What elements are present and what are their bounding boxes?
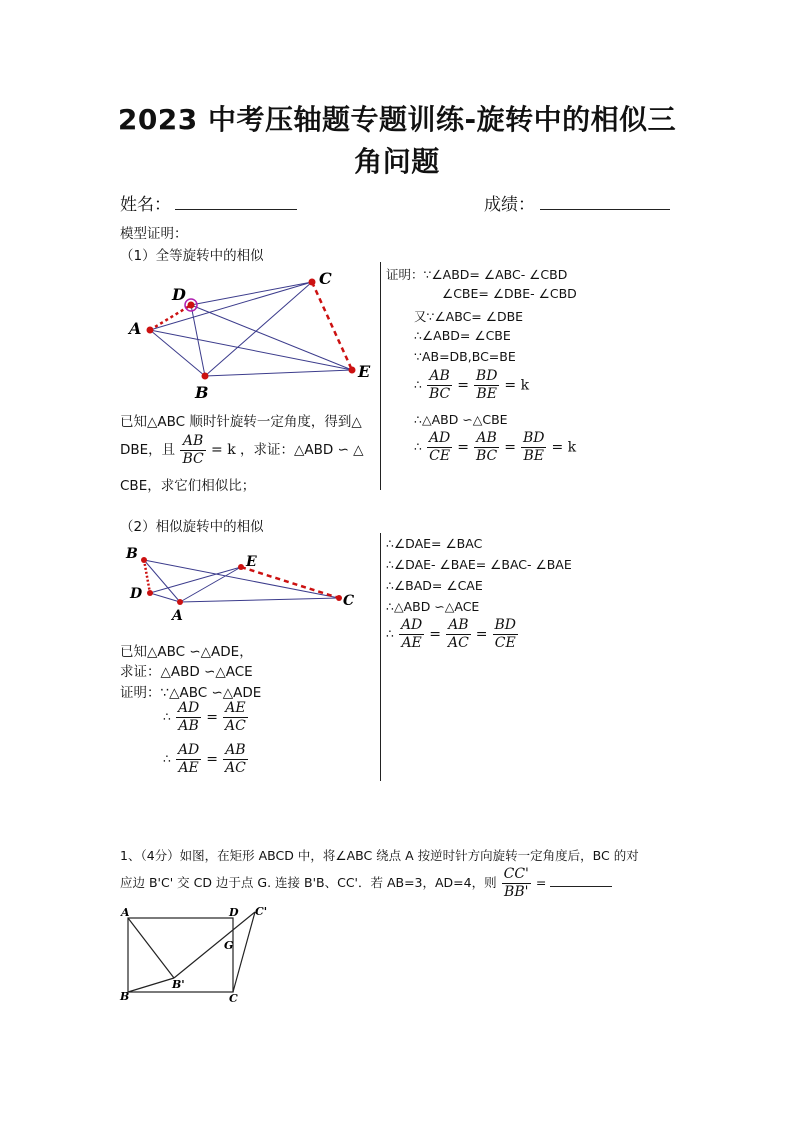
problem1-text: 应边 B'C' 交 CD 边于点 G. 连接 B'B、CC'．若 AB=3，AD=4，则	[120, 875, 497, 890]
name-blank[interactable]	[175, 192, 297, 210]
segment-bprime-cprime	[174, 912, 255, 978]
label-c-prime: C'	[255, 905, 268, 918]
segment-ec-dashed	[241, 567, 339, 598]
label-d: D	[130, 586, 143, 602]
segment-ac	[180, 598, 339, 602]
point-e	[349, 367, 356, 374]
segment-ae	[180, 567, 241, 602]
label-g: G	[224, 939, 234, 952]
segment-ab	[150, 330, 205, 376]
proof1-final-ratio: ∴ $\frac{AD}{CE}$ = $\frac{AB}{BC}$ = $\frac{BD}{BE}$ = k	[414, 430, 577, 464]
proof2-final-ratio: ∴ $\frac{AD}{AE}$ = $\frac{AB}{AC}$ = $\frac{BD}{CE}$	[386, 617, 517, 651]
segment-bc	[205, 282, 312, 376]
point-a	[147, 327, 154, 334]
fraction-cc-bb: $\frac{CC'}{BB'}$	[503, 866, 529, 900]
fraction-ab-bc: $\frac{AB}{BC}$	[182, 432, 204, 467]
proof2-line4: ∴△ABD ∽△ACE	[386, 599, 480, 614]
score-blank[interactable]	[540, 192, 670, 210]
segment-ad-dashed	[150, 305, 191, 330]
part2-ratio-b: ∴ $\frac{AD}{AE}$ = $\frac{AB}{AC}$	[163, 742, 246, 776]
point-d	[147, 590, 153, 596]
label-a: A	[121, 906, 130, 919]
point-c	[309, 279, 316, 286]
part1-desc-line1: 已知△ABC 顺时针旋转一定角度，得到△	[120, 414, 362, 430]
part2-figure	[120, 540, 370, 625]
point-a	[177, 599, 183, 605]
segment-dc	[191, 282, 312, 305]
segment-c-cprime	[233, 912, 255, 992]
label-c: C	[229, 992, 238, 1005]
answer-blank[interactable]	[550, 872, 612, 887]
segment-de	[150, 567, 241, 593]
proof2-line3: ∴∠BAD= ∠CAE	[386, 578, 483, 593]
proof1-line2: ∠CBE= ∠DBE- ∠CBD	[442, 286, 577, 301]
label-b-prime: B'	[172, 978, 185, 991]
segment-b-bprime	[128, 978, 174, 992]
page-title: 2023 中考压轴题专题训练-旋转中的相似三	[117, 103, 677, 136]
label-b: B	[195, 383, 209, 402]
section-label: 模型证明：	[120, 226, 188, 242]
problem1-line2: 应边 B'C' 交 CD 边于点 G. 连接 B'B、CC'．若 AB=3，AD=4，则 $\frac{CC'}{BB'}$ =	[120, 864, 612, 902]
divider-part2	[380, 533, 381, 781]
part1-heading: （1）全等旋转中的相似	[120, 248, 264, 264]
label-b: B	[126, 546, 138, 562]
desc-text-a: DBE，且	[120, 442, 176, 458]
point-e	[238, 564, 244, 570]
label-e: E	[246, 554, 257, 570]
label-d: D	[172, 285, 186, 304]
desc-text-b: ，求证：△ABD ∽ △	[240, 442, 364, 458]
page-title-line2: 角问题	[354, 145, 440, 178]
part1-desc-line3: CBE，求它们相似比；	[120, 478, 256, 494]
part2-proof-start: 证明：∵△ABC ∽△ADE	[120, 685, 262, 701]
segment-bd-dashed	[144, 560, 150, 593]
equals-k: = k	[211, 442, 236, 458]
proof1-line1: 证明：∵∠ABD= ∠ABC- ∠CBD	[386, 267, 568, 282]
problem1-figure	[118, 904, 278, 1008]
label-e: E	[358, 362, 371, 381]
segment-ab-prime	[128, 918, 174, 978]
label-c: C	[343, 593, 355, 609]
proof1-line7: ∴△ABD ∽△CBE	[414, 412, 508, 427]
part1-desc-line2	[120, 431, 364, 469]
part2-known: 已知△ABC ∽△ADE，	[120, 644, 253, 660]
label-a: A	[172, 608, 183, 624]
label-a: A	[129, 319, 142, 338]
divider-part1	[380, 262, 381, 490]
part1-figure	[120, 262, 380, 402]
proof1-line5: ∵AB=DB,BC=BE	[414, 349, 516, 364]
label-c: C	[319, 269, 332, 288]
part2-ratio-a: ∴ $\frac{AD}{AB}$ = $\frac{AE}{AC}$	[163, 700, 246, 734]
name-label: 姓名：	[120, 195, 171, 215]
label-d: D	[229, 906, 239, 919]
point-b	[141, 557, 147, 563]
proof1-line4: ∴∠ABD= ∠CBE	[414, 328, 511, 343]
proof1-line3: 又∵∠ABC= ∠DBE	[414, 309, 524, 324]
point-c	[336, 595, 342, 601]
part2-prove: 求证：△ABD ∽△ACE	[120, 664, 253, 680]
problem1-line1: 1、（4分）如图，在矩形 ABCD 中，将∠ABC 绕点 A 按逆时针方向旋转一定角度后，BC 的对	[120, 848, 639, 863]
proof2-line1: ∴∠DAE= ∠BAC	[386, 536, 483, 551]
label-b: B	[120, 990, 130, 1003]
point-b	[202, 373, 209, 380]
part2-heading: （2）相似旋转中的相似	[120, 519, 264, 535]
proof2-line2: ∴∠DAE- ∠BAE= ∠BAC- ∠BAE	[386, 557, 572, 572]
segment-be	[205, 370, 352, 376]
proof1-ratio-line: ∴ $\frac{AB}{BC}$ = $\frac{BD}{BE}$ = k	[414, 368, 530, 402]
point-d	[188, 302, 195, 309]
score-label: 成绩：	[484, 195, 535, 215]
